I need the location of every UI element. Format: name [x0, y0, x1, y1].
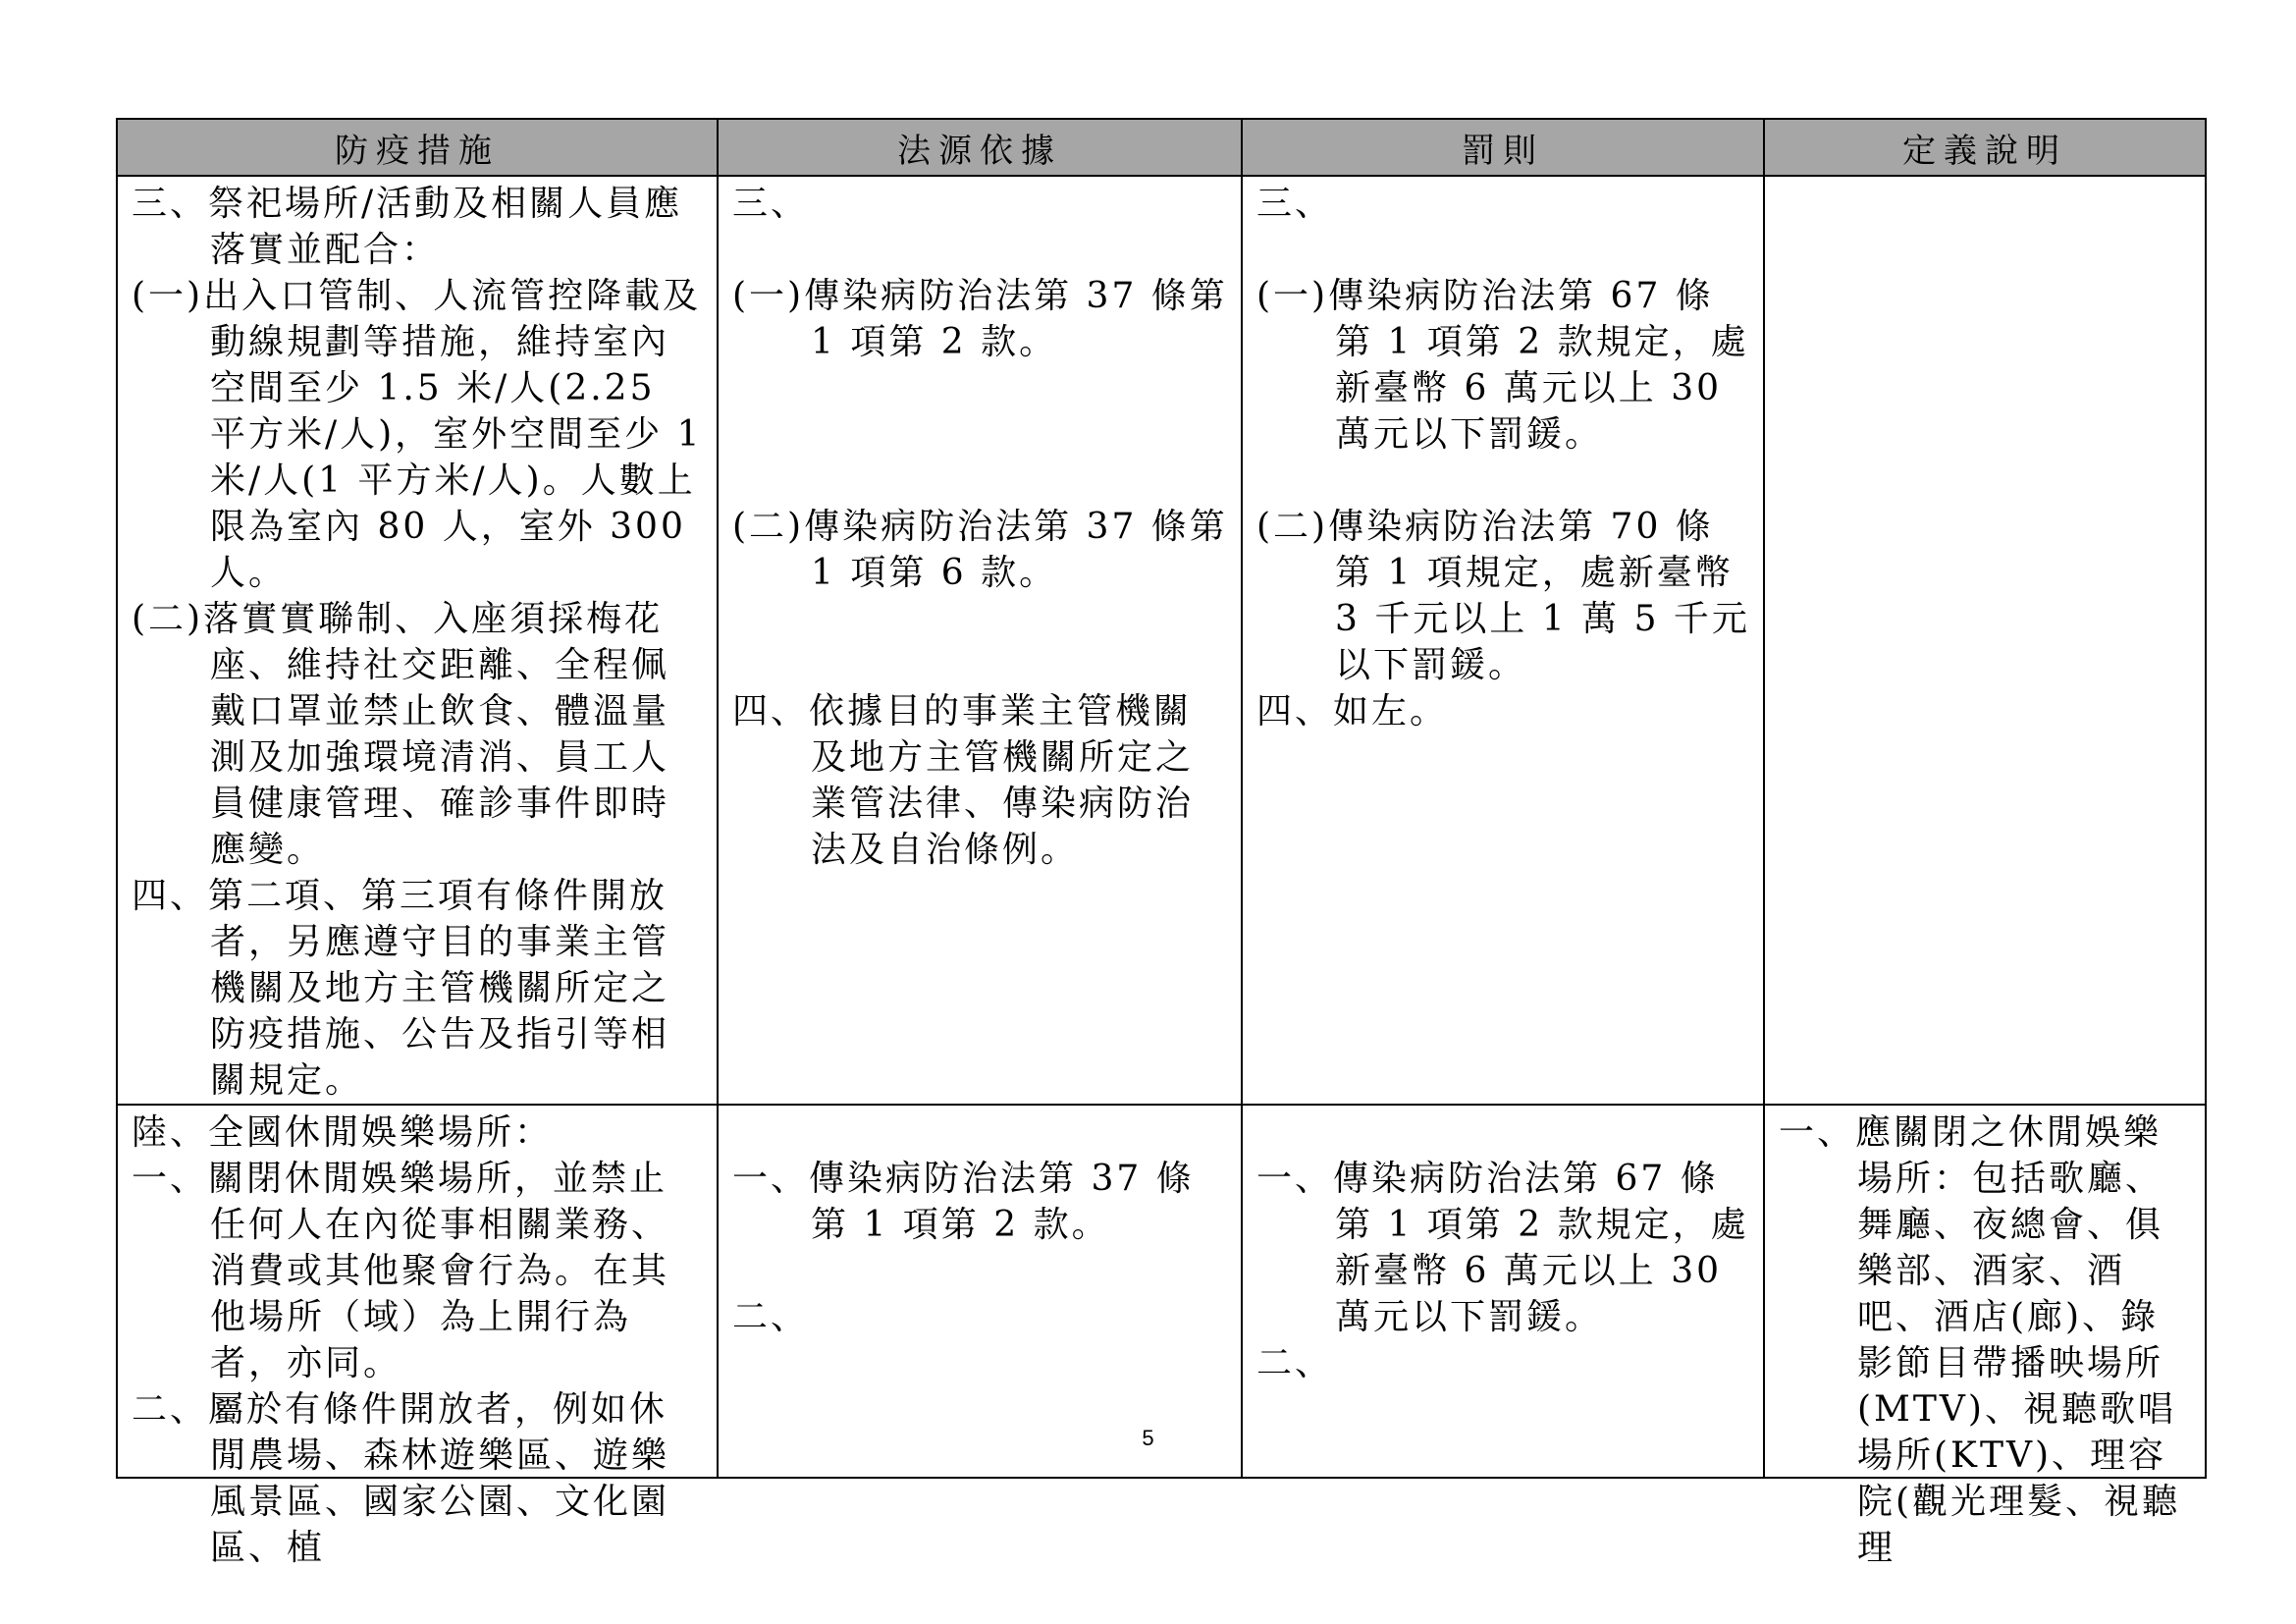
- cell-clip: [1256, 1110, 1751, 1477]
- legal-section-6-item-1: 一、傳染病防治法第 37 條第 1 項第 2 款。: [732, 1159, 1195, 1245]
- cell-legal-basis: [718, 1105, 1242, 1478]
- cell-penalties: [1242, 176, 1764, 1105]
- header-legal-basis: 法源依據: [718, 119, 1242, 176]
- measure-section-6-title: 陸、全國休閒娛樂場所：: [132, 1112, 554, 1153]
- spacer: [732, 227, 1229, 273]
- measure-item-3-1: (一)出入口管制、人流管控降載及動線規劃等措施，維持室內空間至少 1.5 米/人(2.25 平方米/人)，室外空間至少 1 米/人(1 平方米/人)。人數上限為室內 80 人，室外 300 人。: [132, 276, 703, 593]
- definition-section-6-item-1: 一、應關閉之休閒娛樂場所：包括歌廳、舞廳、夜總會、俱樂部、酒家、酒吧、酒店(廊)、錄影節目帶播映場所(MTV)、視聽歌唱場所(KTV)、理容院(觀光理髮、視聽理: [1779, 1112, 2181, 1568]
- table-header-row: [117, 119, 2206, 176]
- cell-clip: [132, 1110, 705, 1568]
- cell-clip: [732, 1110, 1229, 1477]
- spacer: [732, 1248, 1229, 1294]
- header-measures: 防疫措施: [117, 119, 718, 176]
- penalty-item-3-1: (一)傳染病防治法第 67 條第 1 項第 2 款規定，處新臺幣 6 萬元以上 30 萬元以下罰鍰。: [1256, 276, 1749, 455]
- legal-item-3-title: 三、: [732, 184, 810, 224]
- page-number: 5: [1142, 1426, 1154, 1450]
- legal-item-3-2: (二)傳染病防治法第 37 條第 1 項第 6 款。: [732, 507, 1228, 593]
- measure-section-6-item-1: 一、關閉休閒娛樂場所，並禁止任何人在內從事相關業務、消費或其他聚會行為。在其他場所（域）為上開行為者，亦同。: [132, 1159, 670, 1383]
- header-penalties: 罰則: [1242, 119, 1764, 176]
- measure-section-6-item-2: 二、屬於有條件開放者，例如休閒農場、森林遊樂區、遊樂風景區、國家公園、文化園區、植: [132, 1389, 670, 1568]
- penalty-section-6-item-2: 二、: [1256, 1343, 1334, 1383]
- measure-item-3-2: (二)落實實聯制、入座須採梅花座、維持社交距離、全程佩戴口罩並禁止飲食、體溫量測及加強環境清消、員工人員健康管理、確診事件即時應變。: [132, 599, 670, 870]
- spacer: [732, 596, 1229, 688]
- legal-section-6-item-2: 二、: [732, 1297, 810, 1337]
- cell-definition-empty: [1764, 176, 2206, 1105]
- spacer: [732, 1110, 1229, 1156]
- penalty-section-6-item-1: 一、傳染病防治法第 67 條第 1 項第 2 款規定，處新臺幣 6 萬元以上 30 萬元以下罰鍰。: [1256, 1159, 1749, 1337]
- spacer: [1256, 227, 1751, 273]
- measure-item-4: 四、第二項、第三項有條件開放者，另應遵守目的事業主管機關及地方主管機關所定之防疫措施、公告及指引等相關規定。: [132, 876, 670, 1101]
- regulation-table: [116, 118, 2207, 1568]
- penalty-item-4: 四、如左。: [1256, 691, 1449, 731]
- spacer: [1256, 458, 1751, 504]
- penalty-item-3-2: (二)傳染病防治法第 70 條第 1 項規定，處新臺幣 3 千元以上 1 萬 5 千元以下罰鍰。: [1256, 507, 1750, 685]
- spacer: [732, 365, 1229, 504]
- cell-clip: [1779, 1110, 2193, 1568]
- table-row: [117, 1105, 2206, 1478]
- penalty-item-3-title: 三、: [1256, 184, 1334, 224]
- cell-definition: [1764, 1105, 2206, 1568]
- table-row: [117, 176, 2206, 1105]
- cell-legal-basis: [718, 176, 1242, 1105]
- cell-penalties: [1242, 1105, 1764, 1478]
- cell-measures: [117, 1105, 718, 1568]
- spacer: [1256, 1110, 1751, 1156]
- legal-item-4: 四、依據目的事業主管機關及地方主管機關所定之業管法律、傳染病防治法及自治條例。: [732, 691, 1195, 870]
- header-definition: 定義說明: [1764, 119, 2206, 176]
- measure-item-3-title: 三、祭祀場所/活動及相關人員應落實並配合：: [132, 184, 683, 270]
- legal-item-3-1: (一)傳染病防治法第 37 條第 1 項第 2 款。: [732, 276, 1228, 362]
- cell-measures: [117, 176, 718, 1105]
